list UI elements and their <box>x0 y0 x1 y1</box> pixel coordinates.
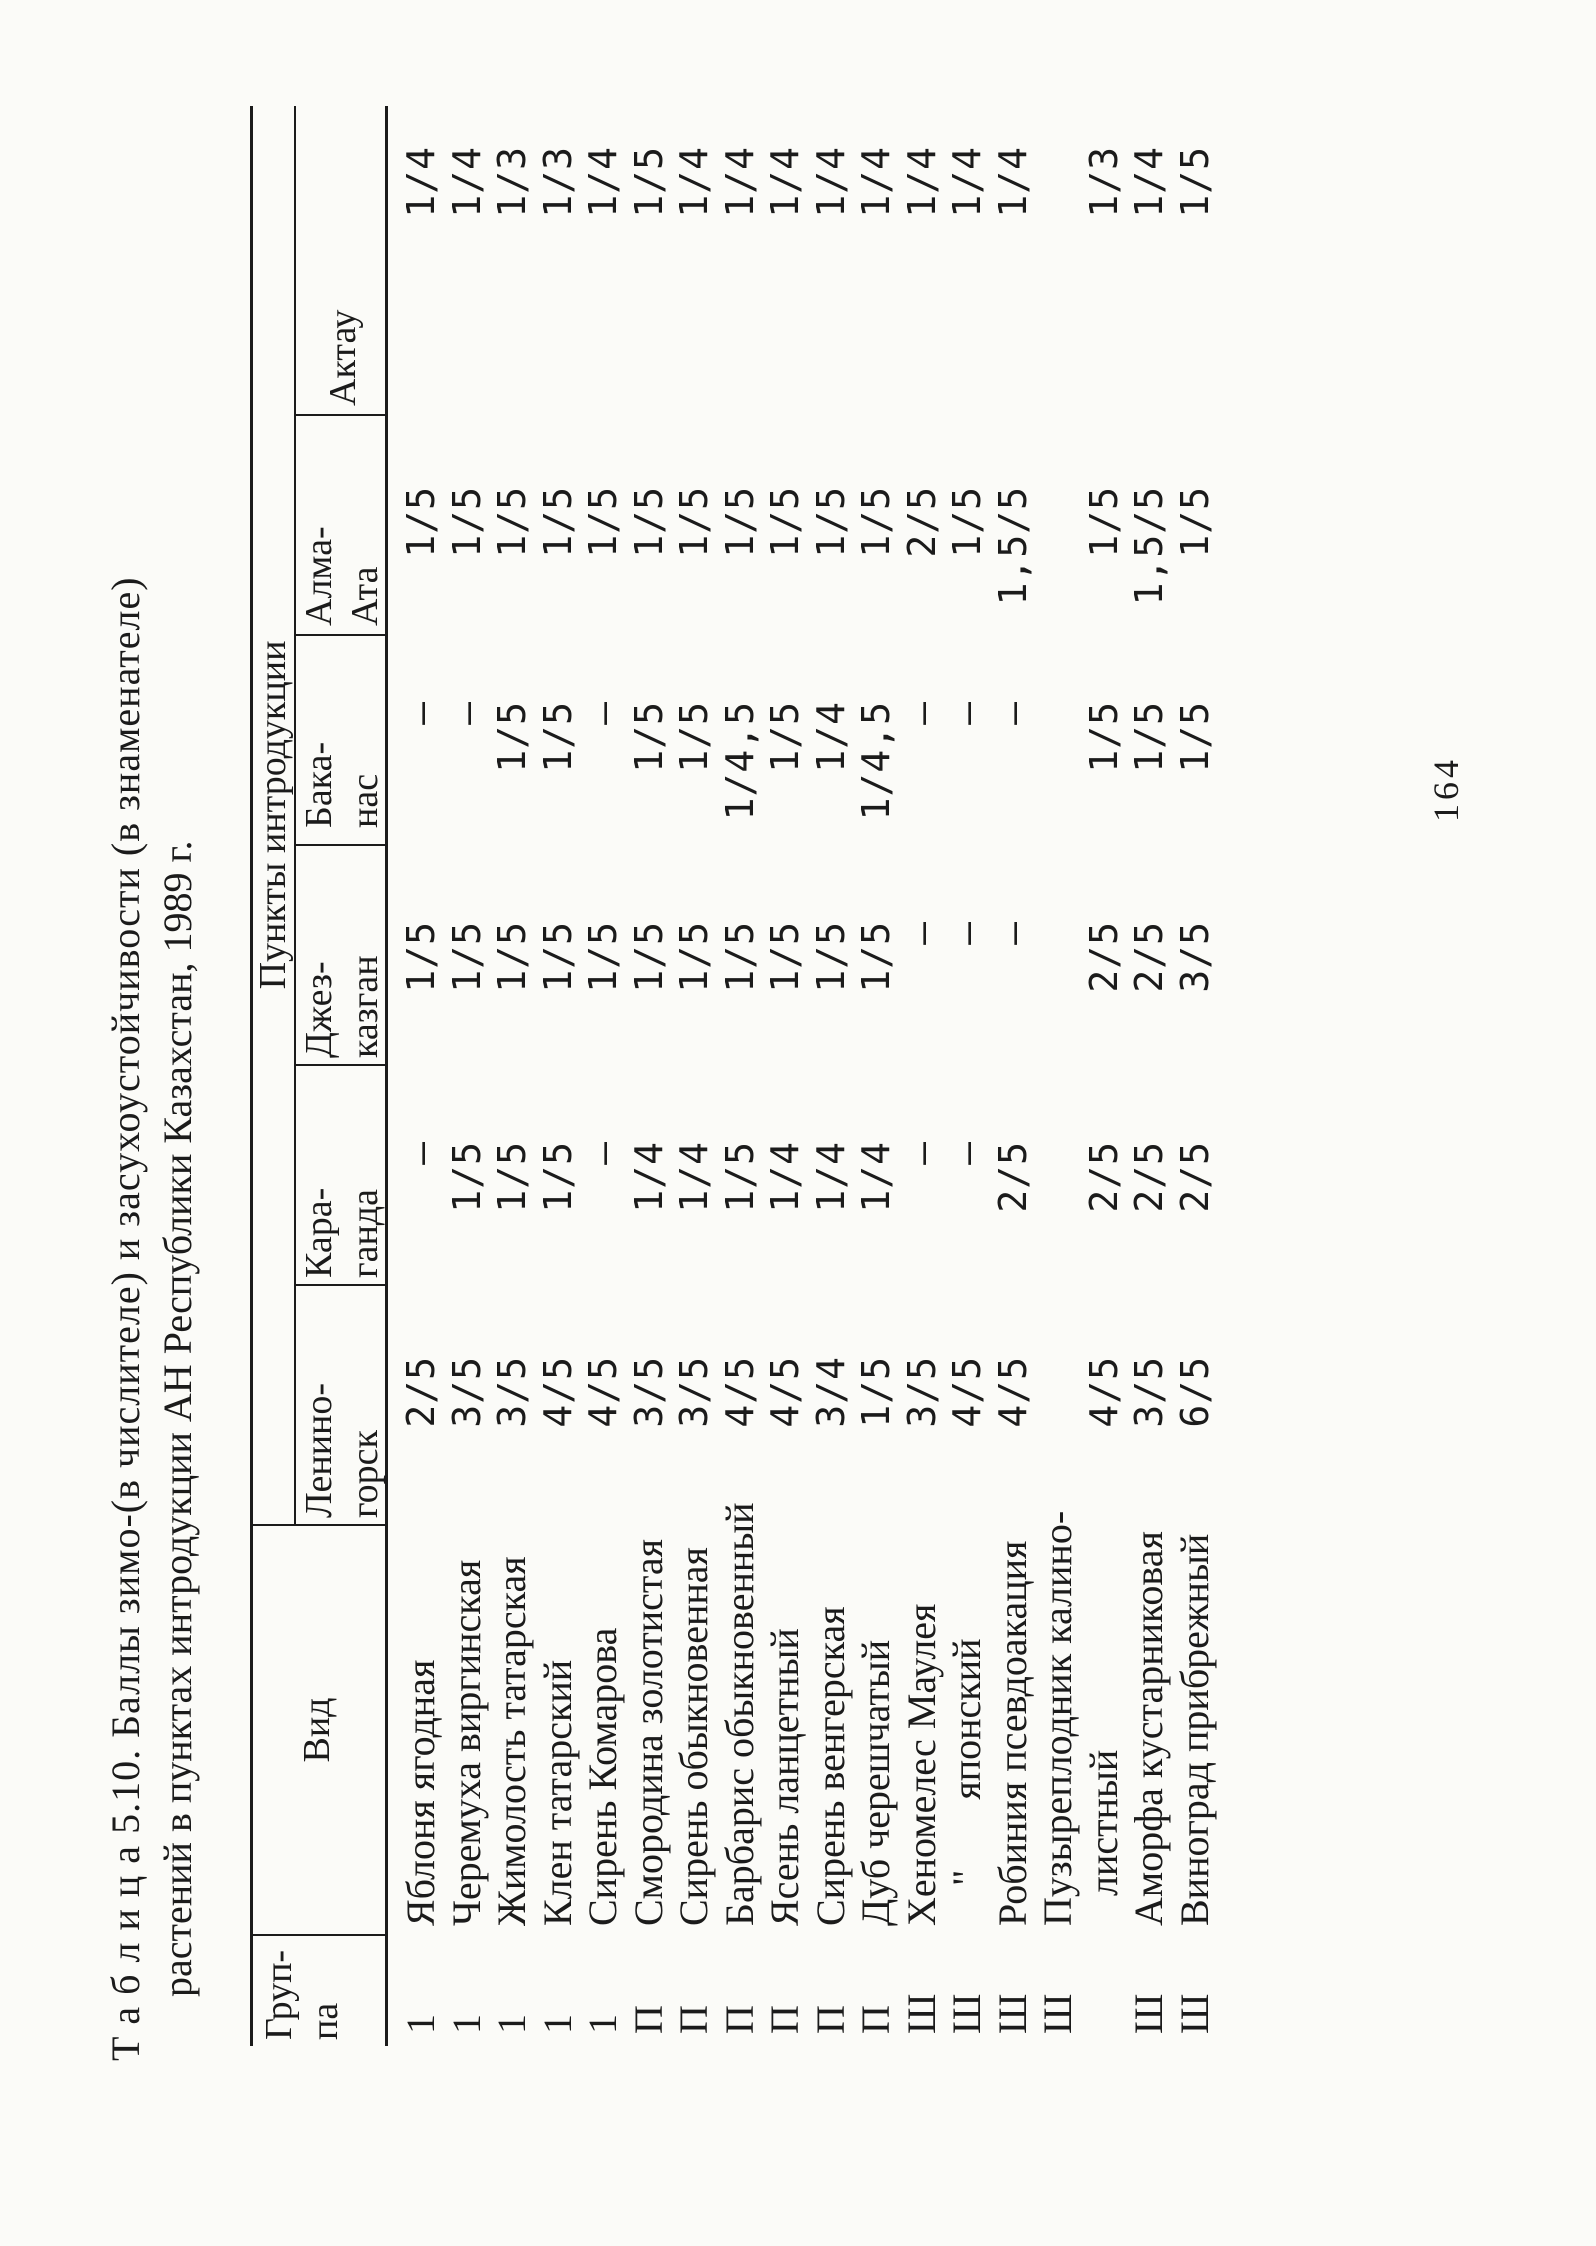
table-cell-value: 2/5 <box>1081 921 1126 993</box>
table-row-species: Хеномелес Маулея <box>898 1603 944 1926</box>
table-cell-value: 1/5 <box>808 486 853 558</box>
table-row-group: 1 <box>580 2014 625 2034</box>
table-cell-value: – <box>581 1141 625 1165</box>
caption-line-1: Т а б л и ц а 5.10. Баллы зимо-(в числителе) и засухоустойчивости (в знаменателе) <box>103 576 148 2061</box>
header-col-dzhezkazgan <box>296 848 388 1058</box>
table-cell-value: 1/5 <box>490 921 534 993</box>
table-cell-value: 1/5 <box>626 486 671 558</box>
table-cell-value: 1/5 <box>1172 146 1217 218</box>
table-cell-value: 1/5 <box>535 701 580 773</box>
table-row-group: Ш <box>1035 1993 1080 2034</box>
table-row-group: П <box>625 2005 671 2034</box>
table-cell-value: 1/5 <box>490 486 534 558</box>
table-cell-value: 1/5 <box>581 921 625 993</box>
table-cell-value: 1/4 <box>854 146 898 218</box>
header-col-aktau <box>320 106 366 406</box>
header-divider-col3 <box>294 844 385 846</box>
table-cell-value: 3/4 <box>808 1356 853 1428</box>
table-cell-value: 1/5 <box>672 486 716 558</box>
table-cell-value: 1/5 <box>399 486 443 558</box>
table-cell-value: 1/5 <box>808 921 853 993</box>
header-divider-group <box>250 1934 385 1936</box>
table-row-species: Дуб черешчатый <box>853 1639 898 1926</box>
table-cell-value: 1/4 <box>945 146 989 218</box>
table-cell-value: 4/5 <box>581 1356 625 1428</box>
table-cell-value: 1/5 <box>1172 701 1217 773</box>
table-cell-value: 1/5 <box>717 921 762 993</box>
table-cell-value: 3/5 <box>672 1356 716 1428</box>
col4-line-2: нас <box>344 773 386 828</box>
table-cell-value: 1/4 <box>763 146 807 218</box>
table-cell-value: 2/5 <box>1172 1141 1217 1213</box>
col5-line-2: Ата <box>344 566 386 626</box>
col1-line-1: Ленино- <box>298 1382 340 1518</box>
col3-line-2: казган <box>344 955 386 1058</box>
table-row-species: Черемуха виргинская <box>443 1559 489 1926</box>
table-cell-value: 1/5 <box>444 921 489 993</box>
table-cell-value: 1/4 <box>808 146 853 218</box>
table-cell-value: 1/5 <box>626 701 671 773</box>
table-cell-value: – <box>945 1141 989 1165</box>
table-row-group: 1 <box>398 2014 443 2034</box>
header-col-bakanas <box>296 638 388 828</box>
table-cell-value: 2/5 <box>1127 921 1171 993</box>
table-cell-value: 1/5 <box>444 1141 489 1213</box>
table-cell-value: – <box>899 1141 944 1165</box>
table-cell-value: – <box>990 701 1035 725</box>
table-cell-value: 1/4 <box>990 146 1035 218</box>
header-species <box>294 1526 340 1934</box>
table-row-group: 1 <box>489 2014 534 2034</box>
table-cell-value: – <box>899 921 944 945</box>
data-table <box>250 106 1260 2046</box>
table-cell-value: 1/4 <box>808 701 853 773</box>
table-cell-value: 1,5/5 <box>1127 486 1171 606</box>
header-species-text: Вид <box>296 1697 338 1763</box>
table-row-species: Аморфа кустарниковая <box>1126 1531 1171 1926</box>
table-cell-value: 1/5 <box>763 921 807 993</box>
table-row-species: Жимолость татарская <box>489 1556 534 1926</box>
table-cell-value: 1/4 <box>672 146 716 218</box>
col2-line-1: Кара- <box>298 1187 340 1278</box>
table-row-group: П <box>716 2005 762 2034</box>
table-row-species: Клен татарский <box>534 1659 580 1926</box>
page-number: 164 <box>1426 756 1466 822</box>
table-cell-value: 1/5 <box>490 1141 534 1213</box>
col6-line-1: Актау <box>322 309 364 406</box>
table-row-species: Сирень Комарова <box>580 1627 625 1926</box>
table-cell-value: 2/5 <box>899 486 944 558</box>
table-row-group: 1 <box>443 2014 489 2034</box>
table-cell-value: 1/4,5 <box>854 701 898 821</box>
header-col-karaganda <box>296 1068 388 1278</box>
table-cell-value: 2/5 <box>1081 1141 1126 1213</box>
header-group-text: Груп-па <box>258 1949 346 2040</box>
table-row-group: П <box>807 2005 853 2034</box>
col4-line-1: Бака- <box>298 741 340 828</box>
table-cell-value: 1/4 <box>626 1141 671 1213</box>
ditto-mark: " <box>944 1869 989 1886</box>
col2-line-2: ганда <box>344 1189 386 1278</box>
table-cell-value: 1/5 <box>763 701 807 773</box>
table-cell-value: 2/5 <box>990 1141 1035 1213</box>
table-caption <box>100 576 204 2061</box>
table-cell-value: 1/5 <box>1081 486 1126 558</box>
table-cell-value: 1/4 <box>581 146 625 218</box>
table-cell-value: 1/5 <box>672 921 716 993</box>
table-cell-value: 4/5 <box>763 1356 807 1428</box>
table-cell-value: 1/5 <box>1127 701 1171 773</box>
table-row-group: 1 <box>534 2014 580 2034</box>
table-cell-value: 1/5 <box>1172 486 1217 558</box>
table-row-species: Смородина золотистая <box>625 1539 671 1926</box>
table-cell-value: 3/5 <box>444 1356 489 1428</box>
table-row-group: П <box>853 2005 898 2034</box>
table-cell-value: 4/5 <box>945 1356 989 1428</box>
table-row-species: Барбарис обыкновенный <box>716 1502 762 1926</box>
table-cell-value: 1/3 <box>1081 146 1126 218</box>
table-cell-value: 1/5 <box>1081 701 1126 773</box>
header-col-leninogorsk <box>296 1288 388 1518</box>
table-row-group: П <box>671 2005 716 2034</box>
table-cell-value: 3/5 <box>490 1356 534 1428</box>
col3-line-1: Джез- <box>298 961 340 1058</box>
header-points <box>250 106 296 1524</box>
table-row-species: листный <box>1080 1749 1126 1896</box>
table-cell-value: 1/4 <box>899 146 944 218</box>
table-cell-value: – <box>899 701 944 725</box>
table-cell-value: 4/5 <box>535 1356 580 1428</box>
table-cell-value: 2/5 <box>399 1356 443 1428</box>
table-cell-value: 1/5 <box>535 486 580 558</box>
table-cell-value: 1/5 <box>626 146 671 218</box>
col1-line-2: горск <box>344 1430 386 1518</box>
table-cell-value: 4/5 <box>717 1356 762 1428</box>
table-row-group: Ш <box>1171 1993 1217 2034</box>
table-cell-value: 1/4 <box>717 146 762 218</box>
table-cell-value: 1/4 <box>854 1141 898 1213</box>
table-cell-value: 1/5 <box>717 1141 762 1213</box>
table-cell-value: 1/5 <box>945 486 989 558</box>
header-divider-col1 <box>294 1284 385 1286</box>
table-row-species: Робиния псевдоакация <box>989 1540 1035 1926</box>
col5-line-1: Алма- <box>298 526 340 626</box>
table-cell-value: 1/5 <box>854 921 898 993</box>
table-cell-value: – <box>945 921 989 945</box>
table-cell-value: 3/5 <box>899 1356 944 1428</box>
table-cell-value: – <box>399 1141 443 1165</box>
table-row-group: Ш <box>989 1993 1035 2034</box>
table-row-species: Сирень венгерская <box>807 1606 853 1926</box>
table-cell-value: 4/5 <box>990 1356 1035 1428</box>
species-name: японский <box>944 1638 989 1800</box>
table-cell-value: 1/5 <box>763 486 807 558</box>
table-cell-value: 1/3 <box>535 146 580 218</box>
table-cell-value: 3/5 <box>626 1356 671 1428</box>
table-cell-value: 1/5 <box>535 1141 580 1213</box>
table-cell-value: 1/4,5 <box>717 701 762 821</box>
table-cell-value: 1,5/5 <box>990 486 1035 606</box>
table-row-species: Ясень ланцетный <box>762 1628 807 1926</box>
table-cell-value: 6/5 <box>1172 1356 1217 1428</box>
table-cell-value: 1/5 <box>581 486 625 558</box>
header-points-text: Пункты интродукции <box>252 640 294 990</box>
table-cell-value: 3/5 <box>1172 921 1217 993</box>
table-cell-value: 3/5 <box>1127 1356 1171 1428</box>
table-cell-value: 1/5 <box>626 921 671 993</box>
table-cell-value: 1/5 <box>717 486 762 558</box>
table-row-group: П <box>762 2005 807 2034</box>
table-cell-value: 1/5 <box>444 486 489 558</box>
table-cell-value: 1/4 <box>399 146 443 218</box>
table-row-species: Яблоня ягодная <box>398 1659 443 1926</box>
table-cell-value: 1/5 <box>535 921 580 993</box>
header-divider-col4 <box>294 634 385 636</box>
table-cell-value: 2/5 <box>1127 1141 1171 1213</box>
table-cell-value: 1/4 <box>808 1141 853 1213</box>
table-row-group: Ш <box>898 1993 944 2034</box>
table-cell-value: 1/5 <box>854 1356 898 1428</box>
table-cell-value: 1/5 <box>854 486 898 558</box>
table-cell-value: 1/5 <box>399 921 443 993</box>
table-row-species: Виноград прибрежный <box>1171 1533 1217 1926</box>
header-group <box>256 1940 348 2040</box>
table-row-group: Ш <box>1126 1993 1171 2034</box>
table-cell-value: 1/4 <box>763 1141 807 1213</box>
table-cell-value: 1/3 <box>490 146 534 218</box>
table-row-species: Пузыреплодник калино- <box>1035 1510 1080 1926</box>
table-row-group: Ш <box>944 1993 989 2034</box>
table-cell-value: 4/5 <box>1081 1356 1126 1428</box>
table-row-species: Сирень обыкновенная <box>671 1547 716 1926</box>
header-col-almaata <box>296 421 388 626</box>
table-cell-value: 1/5 <box>672 701 716 773</box>
table-cell-value: 1/4 <box>672 1141 716 1213</box>
table-cell-value: 1/4 <box>1127 146 1171 218</box>
table-cell-value: 1/5 <box>490 701 534 773</box>
header-divider-col5 <box>294 414 385 416</box>
header-divider-col2 <box>294 1064 385 1066</box>
table-cell-value: 1/4 <box>444 146 489 218</box>
caption-line-2: растений в пунктах интродукции АН Республики Казахстан, 1989 г. <box>155 840 200 1997</box>
table-cell-value: – <box>990 921 1035 945</box>
table-cell-value: – <box>581 701 625 725</box>
table-cell-value: – <box>945 701 989 725</box>
table-cell-value: – <box>444 701 489 725</box>
table-cell-value: – <box>399 701 443 725</box>
